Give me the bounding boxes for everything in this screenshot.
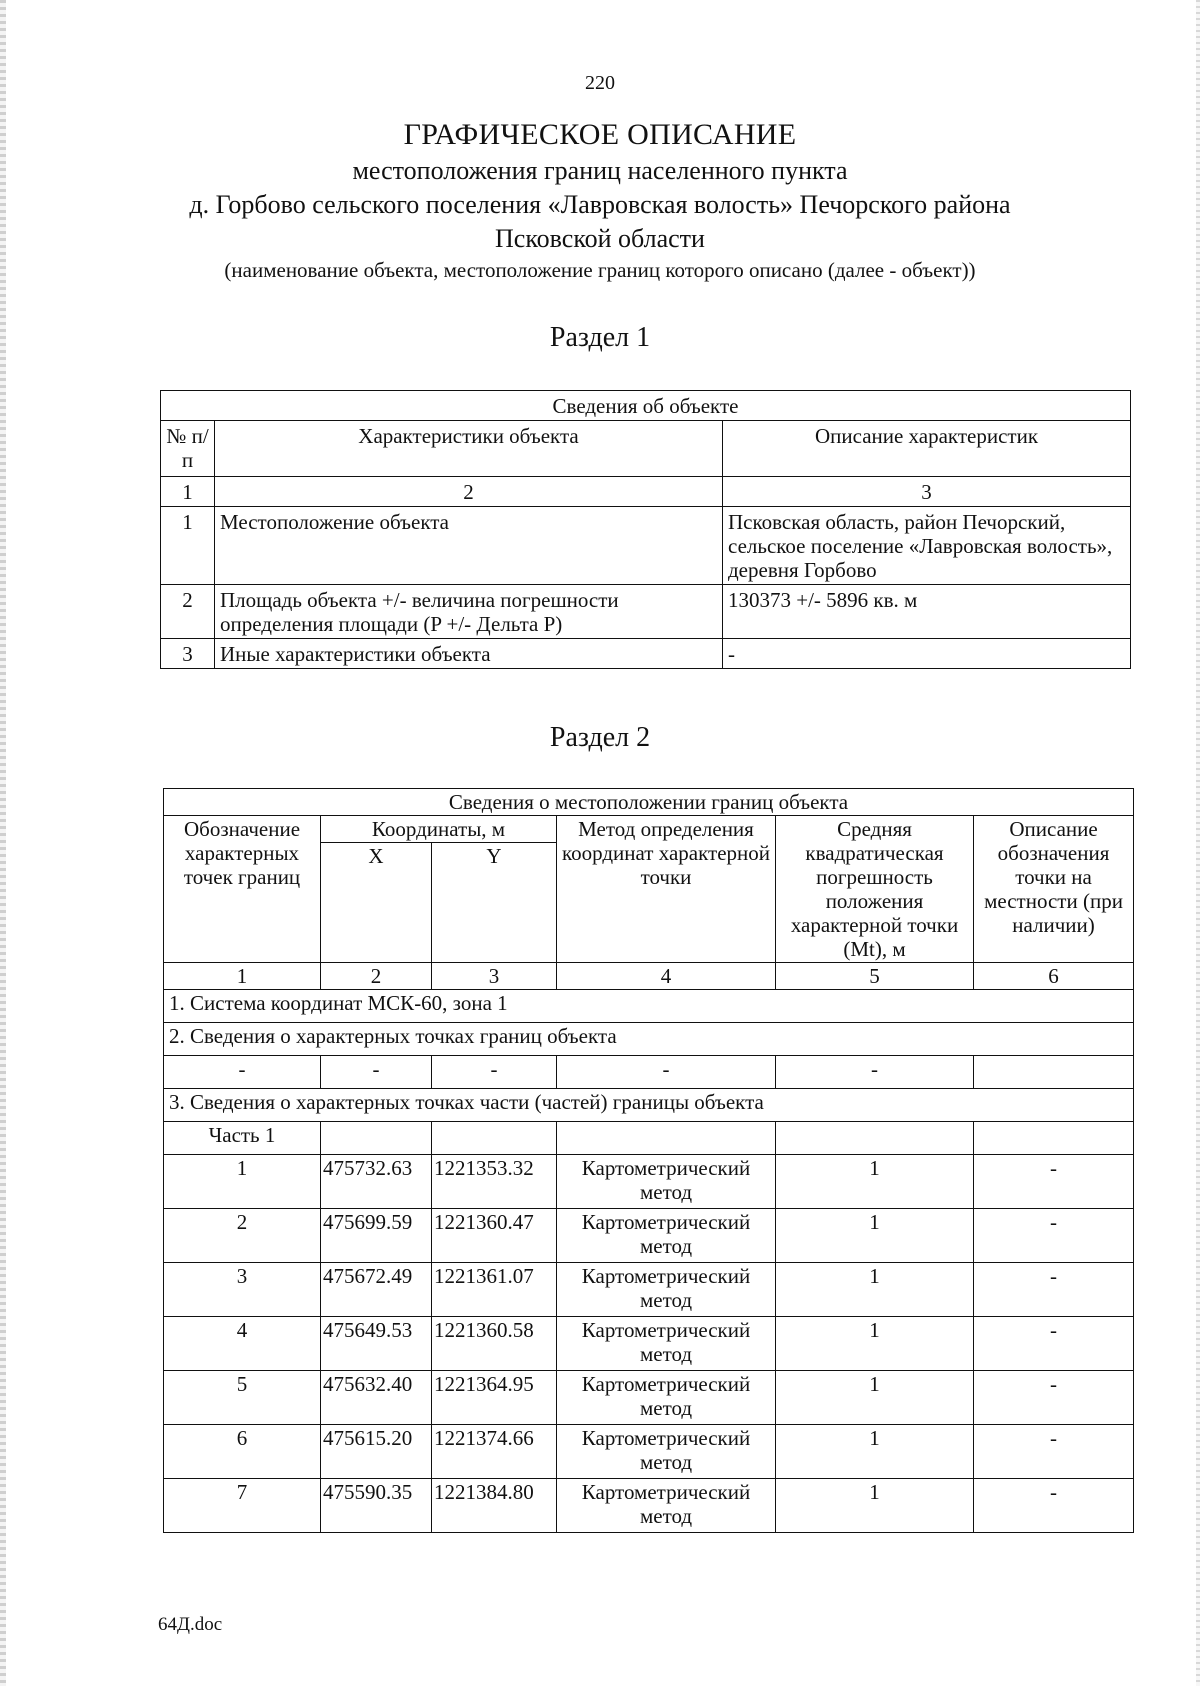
mt-error: 1 xyxy=(776,1155,974,1209)
title-note: (наименование объекта, местоположение границ которого описано (далее - объект)) xyxy=(224,258,976,282)
row-description: 130373 +/- 5896 кв. м xyxy=(723,585,1131,639)
point-desc: - xyxy=(974,1479,1134,1533)
header-description: Описание характеристик xyxy=(723,421,1131,477)
row-num: 1 xyxy=(161,507,215,585)
row-num: 3 xyxy=(161,639,215,669)
row-characteristic: Площадь объекта +/- величина погрешности определения площади (P +/- Дельта P) xyxy=(215,585,723,639)
index-cell: 1 xyxy=(161,477,215,507)
title-line-3: д. Горбово сельского поселения «Лавровская волость» Печорского района xyxy=(189,190,1011,219)
coord-x: 475672.49 xyxy=(321,1263,432,1317)
point-desc: - xyxy=(974,1371,1134,1425)
table-row xyxy=(164,1263,1134,1317)
method: Картометрический метод xyxy=(557,1425,776,1479)
header-y: Y xyxy=(432,843,557,963)
method: Картометрический метод xyxy=(557,1155,776,1209)
coord-y: 1221353.32 xyxy=(432,1155,557,1209)
point-number: 3 xyxy=(164,1263,321,1317)
coord-y: 1221364.95 xyxy=(432,1371,557,1425)
mt-error: 1 xyxy=(776,1425,974,1479)
mt-error: 1 xyxy=(776,1371,974,1425)
coord-x: 475615.20 xyxy=(321,1425,432,1479)
point-desc: - xyxy=(974,1155,1134,1209)
table-row xyxy=(164,1425,1134,1479)
point-desc: - xyxy=(974,1425,1134,1479)
coord-y: 1221361.07 xyxy=(432,1263,557,1317)
header-error: Средняя квадратическая погрешность положения характерной точки (Mt), м xyxy=(776,816,974,963)
coord-x: 475590.35 xyxy=(321,1479,432,1533)
index-cell: 6 xyxy=(974,963,1134,990)
index-cell: 4 xyxy=(557,963,776,990)
object-info-table xyxy=(160,390,1131,669)
coord-y: 1221360.58 xyxy=(432,1317,557,1371)
table-row xyxy=(164,1155,1134,1209)
header-x: X xyxy=(321,843,432,963)
index-cell: 2 xyxy=(321,963,432,990)
method: Картометрический метод xyxy=(557,1209,776,1263)
method: Картометрический метод xyxy=(557,1371,776,1425)
table-row xyxy=(164,1209,1134,1263)
boundary-points-table xyxy=(163,788,1134,1533)
header-method: Метод определения координат характерной точки xyxy=(557,816,776,963)
section2-heading: Раздел 2 xyxy=(549,722,651,753)
page-number: 220 xyxy=(585,72,615,94)
index-cell: 2 xyxy=(215,477,723,507)
part-label: Часть 1 xyxy=(164,1122,321,1155)
row-characteristic: Иные характеристики объекта xyxy=(215,639,723,669)
index-cell: 5 xyxy=(776,963,974,990)
header-point: Обозначение характерных точек границ xyxy=(164,816,321,963)
point-number: 7 xyxy=(164,1479,321,1533)
point-number: 1 xyxy=(164,1155,321,1209)
mt-error: 1 xyxy=(776,1479,974,1533)
table-row xyxy=(161,585,1131,639)
footer-filename: 64Д.doc xyxy=(158,1614,223,1635)
method: Картометрический метод xyxy=(557,1317,776,1371)
empty-cell: - xyxy=(557,1056,776,1089)
table-row xyxy=(164,1371,1134,1425)
row-characteristic: Местоположение объекта xyxy=(215,507,723,585)
empty-cell xyxy=(974,1056,1134,1089)
point-desc: - xyxy=(974,1317,1134,1371)
coord-y: 1221384.80 xyxy=(432,1479,557,1533)
header-desc: Описание обозначения точки на местности (при наличии) xyxy=(974,816,1134,963)
empty-cell: - xyxy=(432,1056,557,1089)
point-desc: - xyxy=(974,1209,1134,1263)
mt-error: 1 xyxy=(776,1209,974,1263)
coord-x: 475732.63 xyxy=(321,1155,432,1209)
table-row xyxy=(164,1317,1134,1371)
empty-cell: - xyxy=(776,1056,974,1089)
point-number: 4 xyxy=(164,1317,321,1371)
empty-cell: - xyxy=(164,1056,321,1089)
section1-heading: Раздел 1 xyxy=(549,322,651,353)
point-number: 6 xyxy=(164,1425,321,1479)
parts-title-row: 3. Сведения о характерных точках части (частей) границы объекта xyxy=(164,1089,1134,1122)
table-row xyxy=(161,639,1131,669)
points-title-row: 2. Сведения о характерных точках границ объекта xyxy=(164,1023,1134,1056)
coord-x: 475699.59 xyxy=(321,1209,432,1263)
point-desc: - xyxy=(974,1263,1134,1317)
row-description: Псковская область, район Печорский, сельское поселение «Лавровская волость», деревня Горбово xyxy=(723,507,1131,585)
coord-y: 1221374.66 xyxy=(432,1425,557,1479)
index-cell: 3 xyxy=(432,963,557,990)
mt-error: 1 xyxy=(776,1317,974,1371)
table2-title: Сведения о местоположении границ объекта xyxy=(164,789,1134,816)
header-characteristic: Характеристики объекта xyxy=(215,421,723,477)
point-number: 2 xyxy=(164,1209,321,1263)
table1-title: Сведения об объекте xyxy=(161,391,1131,421)
coord-x: 475632.40 xyxy=(321,1371,432,1425)
mt-error: 1 xyxy=(776,1263,974,1317)
title-line-4: Псковской области xyxy=(495,224,705,253)
coord-y: 1221360.47 xyxy=(432,1209,557,1263)
method: Картометрический метод xyxy=(557,1479,776,1533)
coord-x: 475649.53 xyxy=(321,1317,432,1371)
header-coords: Координаты, м xyxy=(321,816,557,843)
table-row xyxy=(161,507,1131,585)
row-description: - xyxy=(723,639,1131,669)
method: Картометрический метод xyxy=(557,1263,776,1317)
empty-cell: - xyxy=(321,1056,432,1089)
index-cell: 3 xyxy=(723,477,1131,507)
point-number: 5 xyxy=(164,1371,321,1425)
title-line-2: местоположения границ населенного пункта xyxy=(352,156,848,185)
row-num: 2 xyxy=(161,585,215,639)
table-row xyxy=(164,1479,1134,1533)
document-title: ГРАФИЧЕСКОЕ ОПИСАНИЕ xyxy=(403,118,797,151)
index-cell: 1 xyxy=(164,963,321,990)
header-num: № п/п xyxy=(161,421,215,477)
coordinate-system-row: 1. Система координат МСК-60, зона 1 xyxy=(164,990,1134,1023)
